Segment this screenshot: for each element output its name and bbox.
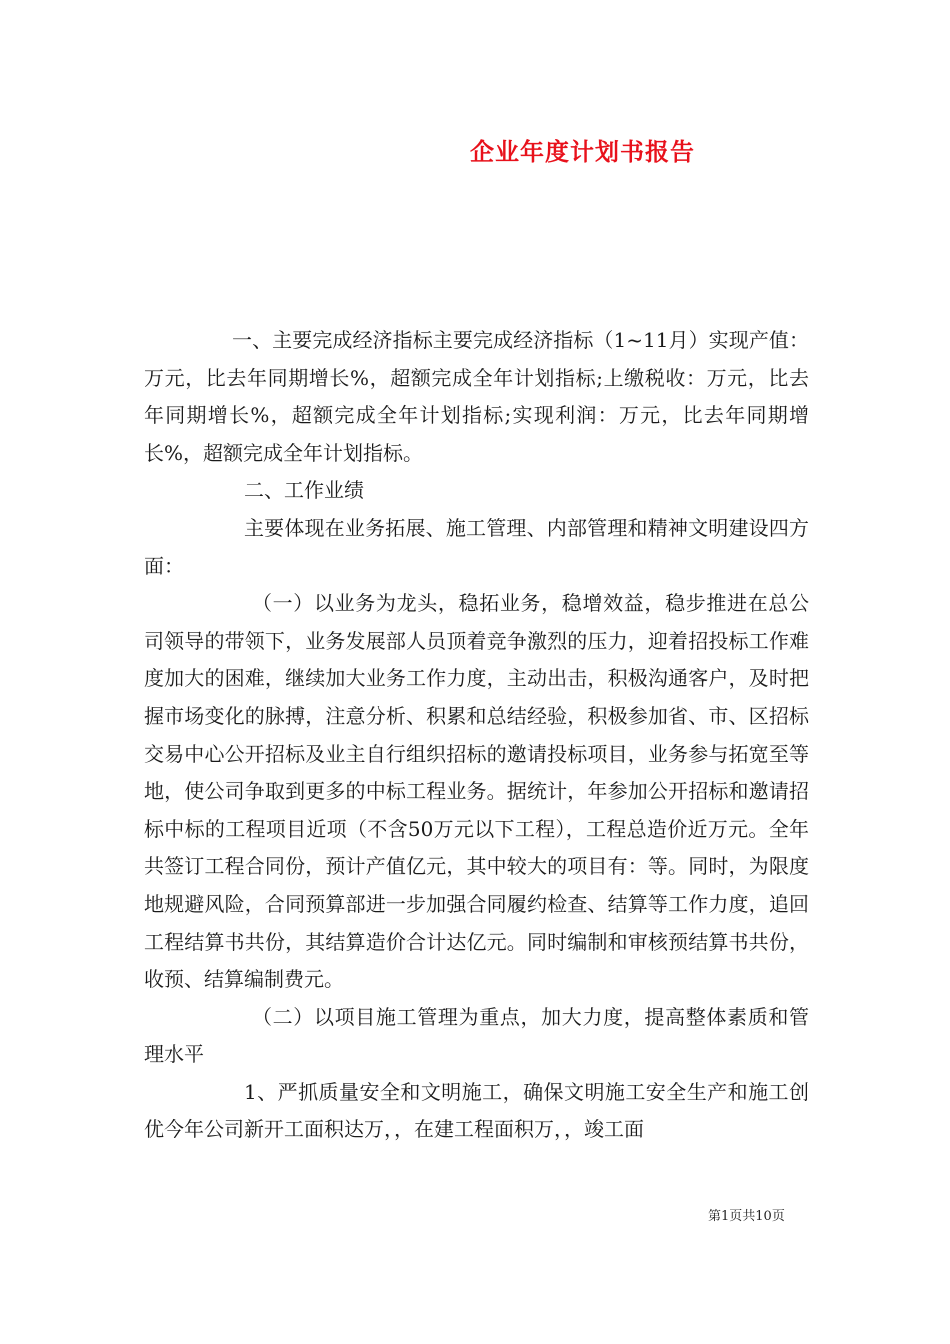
page-footer: 第1页共10页 <box>708 1209 785 1224</box>
paragraph-work-achievements-heading: 二、工作业绩 <box>244 478 364 503</box>
document-title: 企业年度计划书报告 <box>470 137 695 166</box>
paragraph-economic-indicators: 一、主要完成经济指标主要完成经济指标（1~11月）实现产值：万元，比去年同期增长%，超额完成全年计划指标;上缴税收：万元，比去年同期增长%，超额完成全年计划指标;实现利润：万元，比去年同期增长%，超额完成全年计划指标。 <box>144 328 809 465</box>
paragraph-project-management-heading: （二）以项目施工管理为重点，加大力度，提高整体素质和管理水平 <box>144 1004 809 1067</box>
paragraph-four-aspects: 主要体现在业务拓展、施工管理、内部管理和精神文明建设四方面： <box>144 515 809 578</box>
paragraph-quality-safety: 1、严抓质量安全和文明施工，确保文明施工安全生产和施工创优今年公司新开工面积达万，，在建工程面积万，，竣工面 <box>144 1079 809 1142</box>
document-body <box>144 322 809 1149</box>
paragraph-business-expansion: （一）以业务为龙头，稳拓业务，稳增效益，稳步推进在总公司领导的带领下，业务发展部人员顶着竞争激烈的压力，迎着招投标工作难度加大的困难，继续加大业务工作力度，主动出击，积极沟通客户，及时把握市场变化的脉搏，注意分析、积累和总结经验，积极参加省、市、区招标交易中心公开招标及业主自行组织招标的邀请投标项目，业务参与拓宽至等地，使公司争取到更多的中标工程业务。据统计，年参加公开招标和邀请招标中标的工程项目近项（不含50万元以下工程），工程总造价近万元。全年共签订工程合同份，预计产值亿元，其中较大的项目有：等。同时，为限度地规避风险，合同预算部进一步加强合同履约检查、结算等工作力度，追回工程结算书共份，其结算造价合计达亿元。同时编制和审核预结算书共份，收预、结算编制费元。 <box>144 591 809 992</box>
